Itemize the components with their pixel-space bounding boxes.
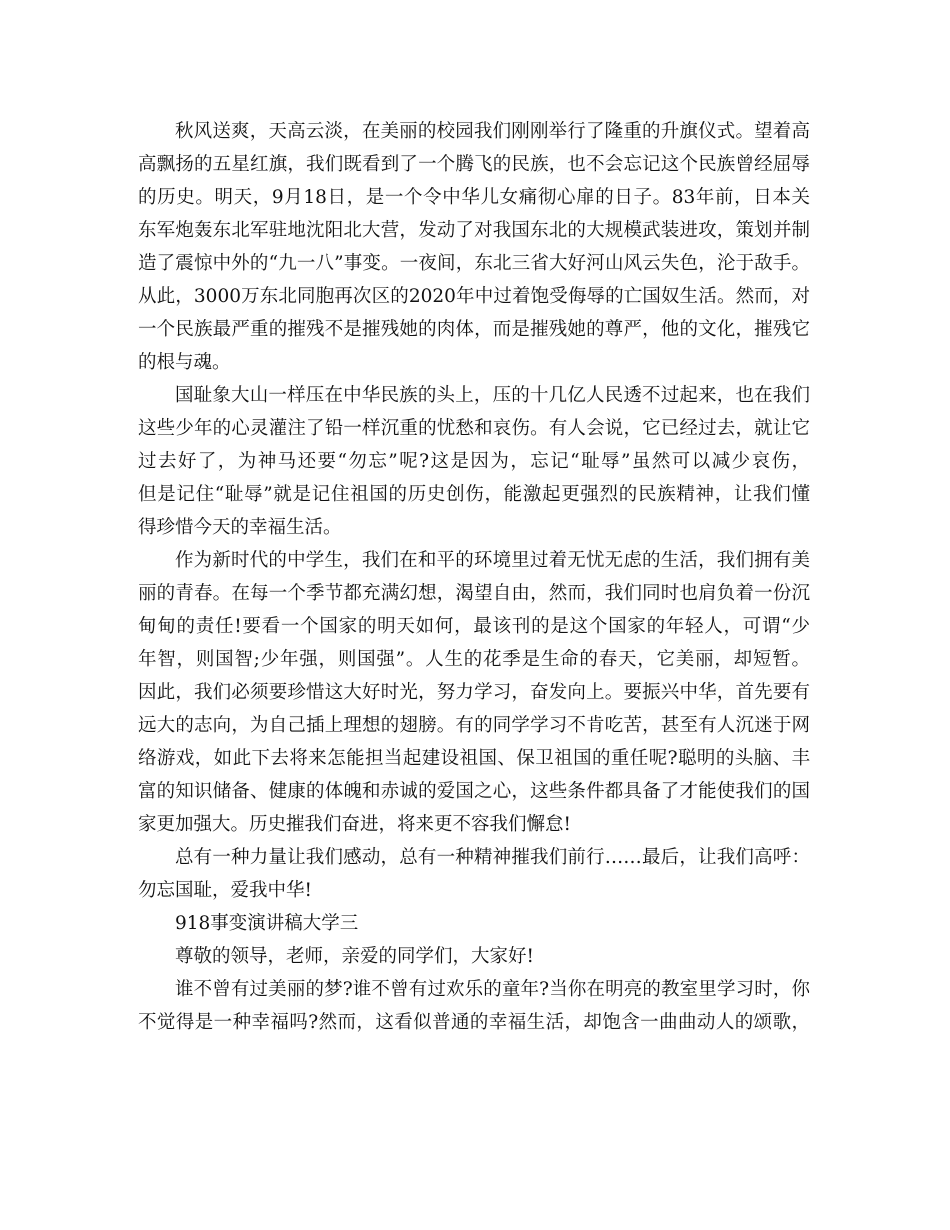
text-line: 造了震惊中外的“九一八”事变。一夜间，东北三省大好河山风云失色，沦于敌手。: [138, 253, 810, 274]
document-body: [138, 115, 810, 1039]
text-line: 的根与魂。: [138, 352, 231, 373]
text-line: 秋风送爽，天高云淡，在美丽的校园我们刚刚举行了隆重的升旗仪式。望着高: [175, 121, 810, 142]
text-line: 不觉得是一种幸福吗?然而，这看似普通的幸福生活，却饱含一曲曲动人的颂歌，: [138, 1012, 810, 1033]
text-line: 年智，则国智;少年强，则国强”。人生的花季是生命的春天，它美丽，却短暂。: [138, 649, 810, 670]
text-line: 络游戏，如此下去将来怎能担当起建设祖国、保卫祖国的重任呢?聪明的头脑、丰: [138, 748, 810, 769]
text-line: 勿忘国耻，爱我中华!: [138, 880, 312, 901]
text-line: 远大的志向，为自己插上理想的翅膀。有的同学学习不肯吃苦，甚至有人沉迷于网: [138, 715, 810, 736]
text-line: 一个民族最严重的摧残不是摧残她的肉体，而是摧残她的尊严，他的文化，摧残它: [138, 319, 810, 340]
text-line: 富的知识储备、健康的体魄和赤诚的爱国之心，这些条件都具备了才能使我们的国: [138, 781, 810, 802]
text-line: 这些少年的心灵灌注了铅一样沉重的忧愁和哀伤。有人会说，它已经过去，就让它: [138, 418, 810, 439]
text-line: 东军炮轰东北军驻地沈阳北大营，发动了对我国东北的大规模武装进攻，策划并制: [138, 220, 810, 241]
text-line: 甸甸的责任!要看一个国家的明天如何，最该刊的是这个国家的年轻人，可谓“少: [138, 616, 810, 637]
text-line: 但是记住“耻辱”就是记住祖国的历史创伤，能激起更强烈的民族精神，让我们懂: [138, 484, 810, 505]
text-line: 丽的青春。在每一个季节都充满幻想，渴望自由，然而，我们同时也肩负着一份沉: [138, 583, 810, 604]
text-line: 过去好了，为神马还要“勿忘”呢?这是因为，忘记“耻辱”虽然可以减少哀伤，: [138, 451, 810, 472]
text-line: 谁不曾有过美丽的梦?谁不曾有过欢乐的童年?当你在明亮的教室里学习时，你: [175, 979, 810, 1000]
text-line: 国耻象大山一样压在中华民族的头上，压的十几亿人民透不过起来，也在我们: [175, 385, 810, 406]
section-heading: 918事变演讲稿大学三: [175, 913, 359, 934]
text-line: 家更加强大。历史摧我们奋进，将来更不容我们懈怠!: [138, 814, 571, 835]
text-line: 得珍惜今天的幸福生活。: [138, 517, 342, 538]
text-line: 从此，3000万东北同胞再次区的2020年中过着饱受侮辱的亡国奴生活。然而，对: [138, 286, 810, 307]
text-line: 高飘扬的五星红旗，我们既看到了一个腾飞的民族，也不会忘记这个民族曾经屈辱: [138, 154, 810, 175]
text-line: 总有一种力量让我们感动，总有一种精神摧我们前行……最后，让我们高呼：: [175, 847, 810, 868]
text-line: 的历史。明天，9月18日，是一个令中华儿女痛彻心扉的日子。83年前，日本关: [138, 187, 810, 208]
text-line: 因此，我们必须要珍惜这大好时光，努力学习，奋发向上。要振兴中华，首先要有: [138, 682, 810, 703]
text-line: 尊敬的领导，老师，亲爱的同学们，大家好!: [175, 946, 534, 967]
text-line: 作为新时代的中学生，我们在和平的环境里过着无忧无虑的生活，我们拥有美: [175, 550, 810, 571]
